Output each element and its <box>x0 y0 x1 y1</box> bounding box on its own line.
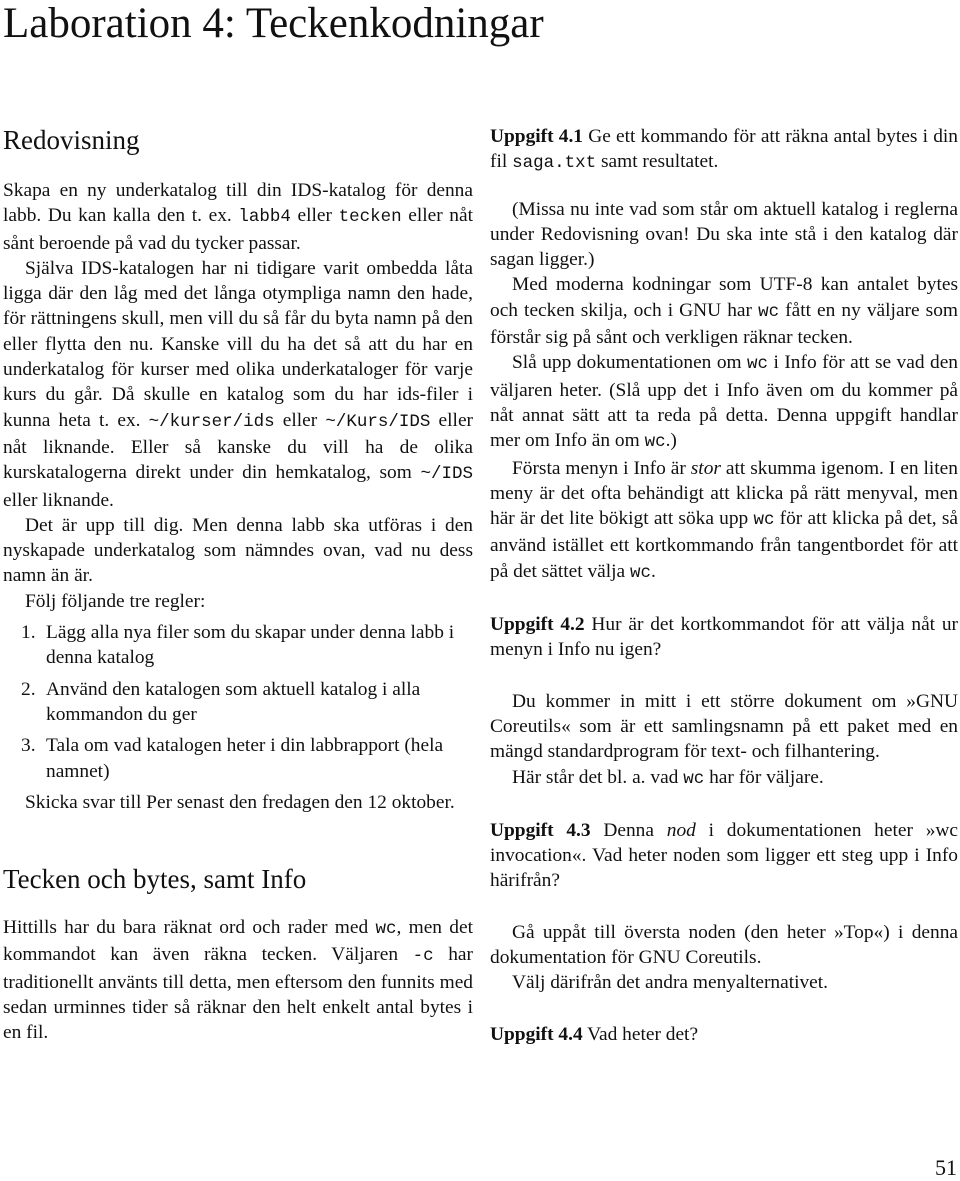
paragraph-create-subdirectory <box>3 178 473 256</box>
rules-list <box>3 620 473 784</box>
task-4-4 <box>490 1022 958 1047</box>
text: . <box>651 560 656 582</box>
emphasis: stor <box>690 457 721 479</box>
text: har traditionellt använts till detta, men eftersom den funnits med sedan urminnes tider så räknar den helt enkelt antal bytes i en fil. <box>3 944 473 1044</box>
text: Slå upp dokumentationen om <box>512 352 748 374</box>
text: eller liknande. <box>3 489 114 511</box>
text: har för väljare. <box>704 766 824 788</box>
task-4-2 <box>490 612 958 663</box>
text: Denna <box>590 819 667 841</box>
paragraph-coreutils: Du kommer in mitt i ett större dokument om »GNU Coreutils« som är ett samlingsnamn på ett paket med en mängd standardprogram för text- och filhantering. <box>490 690 958 763</box>
list-number: 1. <box>21 622 36 644</box>
task-4-3 <box>490 818 958 894</box>
paragraph-ids-directory <box>3 256 473 513</box>
section-heading-redovisning: Redovisning <box>3 125 140 155</box>
paragraph-wc-intro <box>3 915 473 1045</box>
list-item-text: Använd den katalogen som aktuell katalog i alla kommandon du ger <box>46 678 421 725</box>
text: Själva IDS-katalogen har ni tidigare varit ombedda låta ligga där den låg med det långa otympliga namn den hade, för rättningens skull, men vill du så får du byta namn på den eller flytta den nu. Kanske vill du ha det så att du har en underkatalog för kurser med olika underkataloger för varje kurs du går. Då skulle en katalog som du har ids-filer i kunna heta t. ex. <box>3 257 473 431</box>
task-label: Uppgift 4.4 <box>490 1023 583 1045</box>
text: Hur är det kortkommandot för att välja nåt ur menyn i Info nu igen? <box>490 614 958 661</box>
list-item-text: Tala om vad katalogen heter i din labbrapport (hela namnet) <box>46 735 444 782</box>
text: Ge ett kommando för att räkna antal bytes i din fil <box>490 126 958 173</box>
text: Vad heter det? <box>582 1023 699 1045</box>
text: fått en ny väljare som förstår sig på sånt och verkligen räknar tecken. <box>490 299 958 349</box>
code-saga-txt: saga.txt <box>512 153 597 174</box>
code-wc: wc <box>630 562 652 583</box>
code-labb4: labb4 <box>238 207 291 228</box>
code-wc: wc <box>747 354 769 375</box>
section-heading-tecken-och-bytes: Tecken och bytes, samt Info <box>3 864 307 895</box>
text: i Info för att se vad den väljaren heter. (Slå upp det i Info även om du kommer på nåt annat sätt att ta reda på detta. Denna uppgift handlar mer om Info än om <box>490 352 958 452</box>
text: eller nåt sånt beroende på vad du tycker passar. <box>3 205 473 254</box>
code-wc: wc <box>375 919 397 940</box>
text: .) <box>665 430 677 452</box>
paragraph-lookup-docs <box>490 350 958 455</box>
task-4-1 <box>490 124 958 177</box>
paragraph-choose-second: Välj därifrån det andra menyalternativet. <box>512 972 829 994</box>
code-path-kurs-ids: ~/Kurs/IDS <box>325 411 431 432</box>
code-wc: wc <box>753 510 775 531</box>
paragraph-go-to-top: Gå uppåt till översta noden (den heter »Top«) i denna dokumentation för GNU Coreutils. <box>490 921 958 969</box>
paragraph-note-current-dir: (Missa nu inte vad som står om aktuell katalog i reglerna under Redovisning ovan! Du ska inte stå i den katalog där sagan ligger.) <box>490 198 958 271</box>
text: att skumma igenom. I en liten meny är det ofta behändigt att klicka på rätt menyval, men här är det lite bökigt att söka upp <box>490 457 958 530</box>
text: i dokumentationen heter »wc invocation«. Vad heter noden som ligger ett steg upp i Info härifrån? <box>490 819 959 892</box>
page-title: Laboration 4: Teckenkodningar <box>3 0 544 47</box>
text: eller nåt liknande. Eller så kanske du vill ha de olika kurskatalogerna direkt under din hemkatalog, som <box>3 409 474 484</box>
text: samt resultatet. <box>596 151 719 173</box>
task-label: Uppgift 4.2 <box>490 614 585 636</box>
text: Med moderna kodningar som UTF-8 kan antalet bytes och tecken skilja, och i GNU har <box>490 274 958 321</box>
page-number: 51 <box>935 1155 957 1180</box>
list-item <box>3 620 473 671</box>
text: eller <box>290 205 339 227</box>
text: Första menyn i Info är <box>512 457 691 479</box>
paragraph-info-menu <box>490 456 958 586</box>
code-option-c: -c <box>412 946 434 967</box>
code-wc: wc <box>644 432 666 453</box>
list-item <box>3 677 473 728</box>
paragraph-up-to-you: Det är upp till dig. Men denna labb ska utföras i den nyskapade underkatalog som nämndes ovan, vad nu dess namn än är. <box>3 514 473 587</box>
task-label: Uppgift 4.3 <box>490 819 591 841</box>
text: Skapa en ny underkatalog till din IDS-katalog för denna labb. Du kan kalla den t. ex. <box>3 180 473 227</box>
left-column <box>3 124 473 1046</box>
text: , men det kommandot kan även räkna tecken. Väljaren <box>3 917 473 966</box>
text: Hittills har du bara räknat ord och rader med <box>3 917 376 939</box>
list-number: 3. <box>21 735 36 757</box>
task-label: Uppgift 4.1 <box>490 126 583 147</box>
code-wc: wc <box>683 768 705 789</box>
paragraph-deadline: Skicka svar till Per senast den fredagen den 12 oktober. <box>25 791 455 813</box>
paragraph-utf8 <box>490 272 958 350</box>
list-item-text: Lägg alla nya filer som du skapar under denna labb i denna katalog <box>46 622 455 669</box>
code-tecken: tecken <box>338 207 402 228</box>
code-path-ids: ~/IDS <box>420 464 473 485</box>
text: eller <box>274 409 326 431</box>
list-number: 2. <box>21 678 36 700</box>
code-wc: wc <box>758 301 780 322</box>
text: för att klicka på det, så använd istället ett kortkommando från tangentbordet för att på det sättet välja <box>490 508 958 582</box>
paragraph-rules-intro: Följ följande tre regler: <box>25 590 206 612</box>
right-column <box>490 124 958 1047</box>
paragraph-wc-options <box>490 765 958 792</box>
list-item <box>3 733 473 784</box>
emphasis: nod <box>666 819 696 841</box>
text: Här står det bl. a. vad <box>512 766 684 788</box>
code-path-kurser-ids: ~/kurser/ids <box>148 411 275 432</box>
